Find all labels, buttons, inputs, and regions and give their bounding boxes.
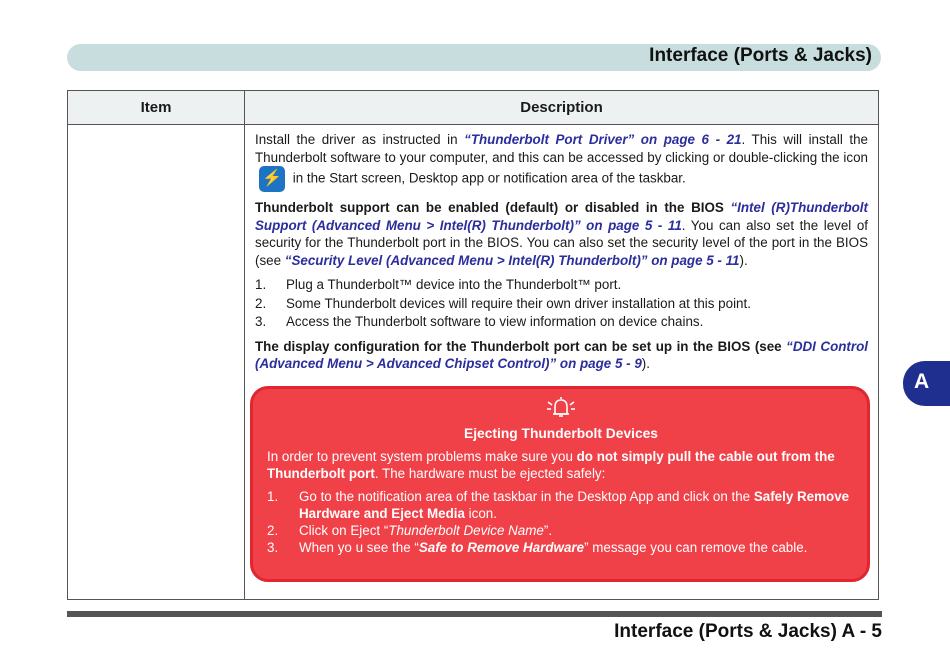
paragraph-bios: Thunderbolt support can be enabled (default) or disabled in the BIOS “Intel (R)Thunderbolt Support (Advanced Menu > Intel(R) Thunderbolt)” on page 5 - 11. You can also set the level of security for the Thunderbolt port in the BIOS. You can also set the security level of the port in the BIOS (see “Security Level (Advanced Menu > Intel(R) Thunderbolt)” on page 5 - 11). [255, 200, 868, 268]
thunderbolt-icon: ⚡ [259, 166, 285, 192]
page-header-title: Interface (Ports & Jacks) [649, 45, 872, 66]
list-item: 2. Click on Eject “Thunderbolt Device Name”. [267, 523, 553, 538]
list-item: 3. Access the Thunderbolt software to view information on device chains. [255, 314, 704, 329]
link-thunderbolt-driver[interactable]: “Thunderbolt Port Driver” on page 6 - 21 [464, 132, 742, 147]
column-header-item: Item [68, 91, 245, 125]
steps-list [255, 276, 868, 331]
item-cell [68, 125, 245, 600]
link-security-level[interactable]: “Security Level (Advanced Menu > Intel(R) Thunderbolt)” on page 5 - 11 [284, 252, 740, 268]
bell-alert-icon [267, 395, 855, 421]
link-thunderbolt-support[interactable]: “Intel (R)Thunderbolt Support (Advanced Menu > Intel(R) Thunderbolt)” on page 5 - 11 [255, 200, 868, 233]
list-item: 1. Go to the notification area of the taskbar in the Desktop App and click on the Safely Remove Hardware and Eject Media icon. [267, 489, 850, 521]
paragraph-driver: Install the driver as instructed in “Thunderbolt Port Driver” on page 6 - 21. This will install the Thunderbolt software to your computer, and this can be accessed by clicking or double-clicking the icon ⚡ in the Start screen, Desktop app or notification area of the taskbar. [255, 131, 868, 192]
list-item: 1. Plug a Thunderbolt™ device into the Thunderbolt™ port. [255, 277, 622, 292]
notice-steps-list [267, 488, 855, 556]
appendix-tab-label: A [914, 370, 930, 393]
list-item: 2. Some Thunderbolt devices will require their own driver installation at this point. [255, 295, 751, 311]
notice-title: Ejecting Thunderbolt Devices [464, 426, 658, 441]
appendix-tab[interactable] [903, 361, 950, 406]
link-ddi-control[interactable]: “DDI Control (Advanced Menu > Advanced Chipset Control)” on page 5 - 9 [255, 338, 869, 371]
page-footer-title: Interface (Ports & Jacks) A - 5 [614, 621, 882, 642]
paragraph-display-config: The display configuration for the Thunderbolt port can be set up in the BIOS (see “DDI Control (Advanced Menu > Advanced Chipset Control)” on page 5 - 9). [255, 338, 869, 371]
list-item: 3. When yo u see the “Safe to Remove Hardware” message you can remove the cable. [267, 540, 808, 555]
notice-paragraph: In order to prevent system problems make sure you do not simply pull the cable out from the Thunderbolt port. The hardware must be ejected safely: [267, 449, 835, 481]
column-header-description: Description [245, 91, 879, 125]
footer-rule [67, 611, 882, 617]
warning-notice [250, 386, 870, 582]
table-header-row [68, 91, 879, 125]
